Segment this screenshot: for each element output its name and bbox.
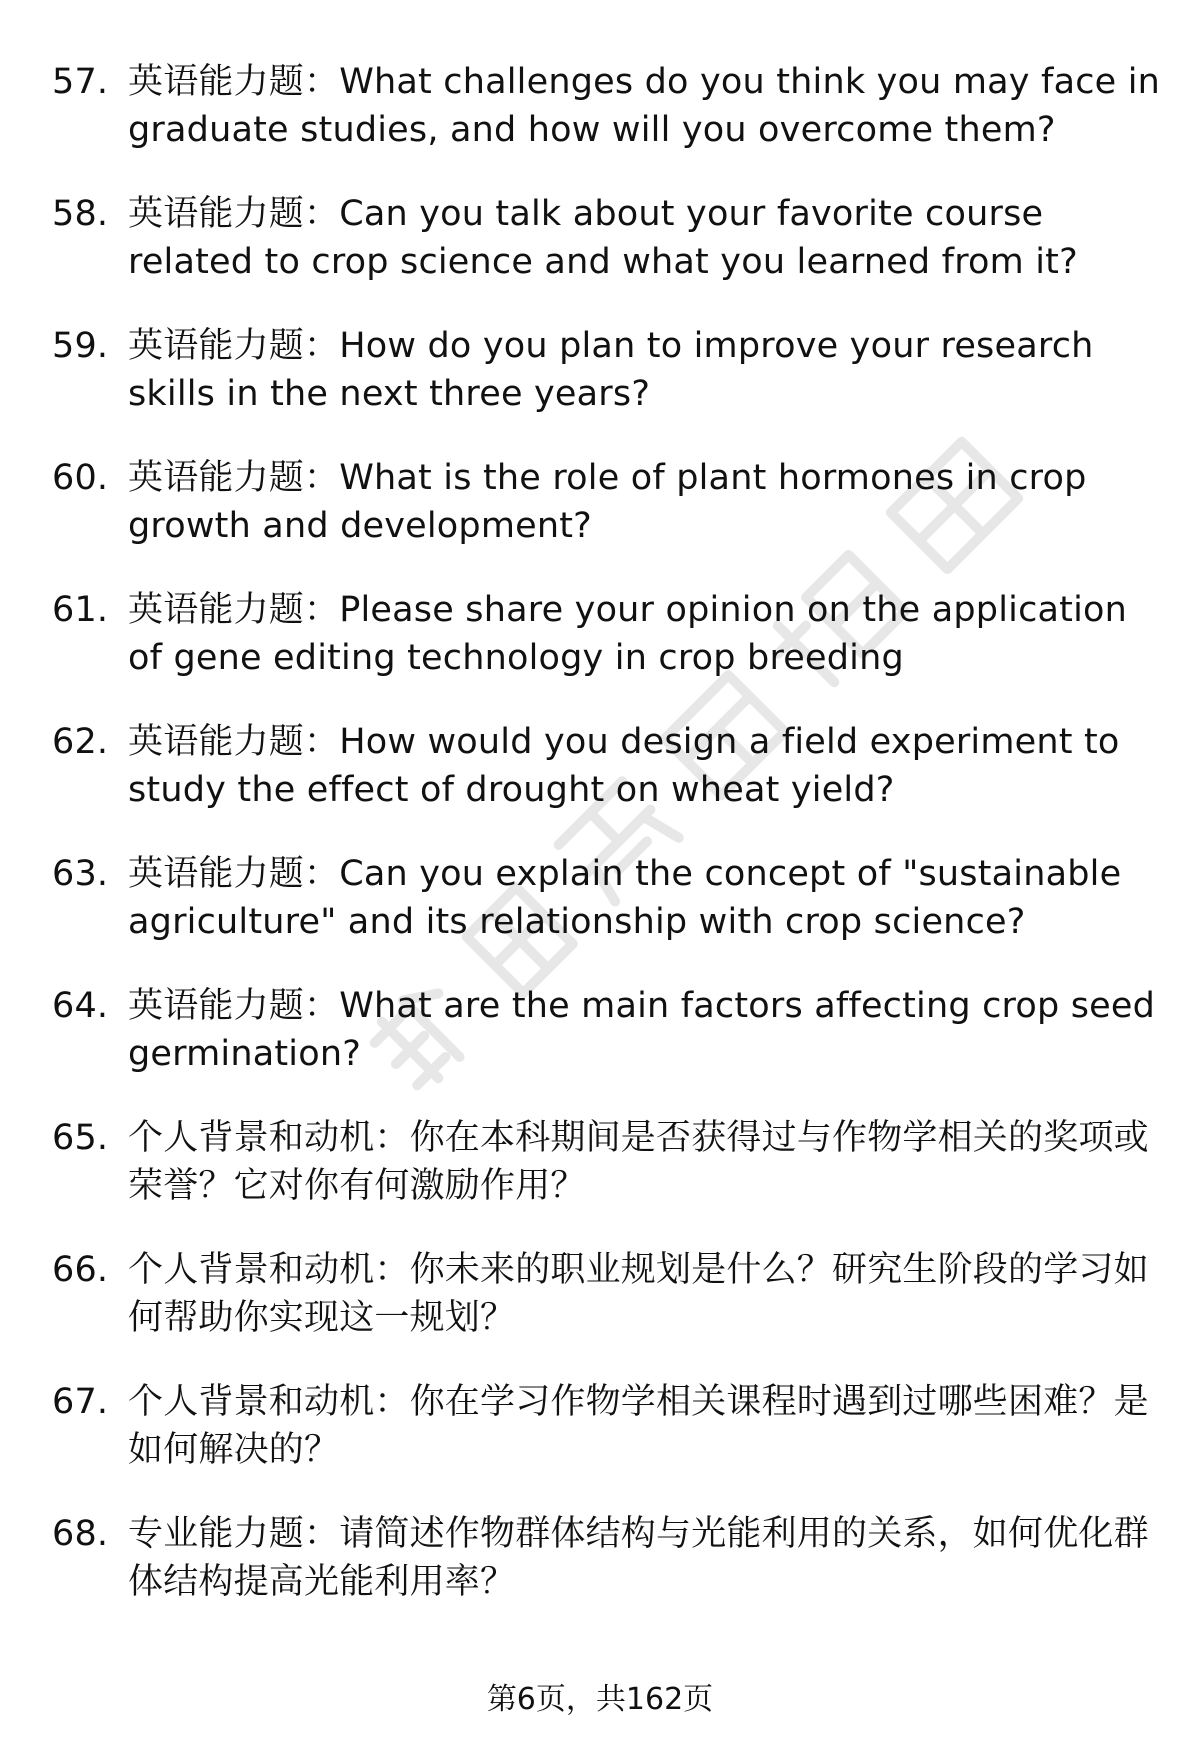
question-item [52, 1378, 1162, 1474]
question-text: 英语能力题：What challenges do you think you may face in graduate studies, and how will you overcome them? [128, 62, 1161, 150]
question-number: 64. [52, 986, 109, 1026]
question-number: 57. [52, 62, 109, 102]
question-text: 英语能力题：How do you plan to improve your research skills in the next three years? [128, 326, 1094, 414]
question-list [52, 58, 1162, 1642]
question-number: 59. [52, 326, 109, 366]
question-item [52, 1246, 1162, 1342]
question-item [52, 718, 1162, 814]
question-number: 61. [52, 590, 109, 630]
question-number: 68. [52, 1514, 109, 1554]
page-number-label: 第6页，共162页 [486, 1682, 714, 1717]
question-text: 英语能力题：How would you design a field experiment to study the effect of drought on wheat yield? [128, 722, 1120, 810]
question-item [52, 1510, 1162, 1606]
question-text: 英语能力题：What is the role of plant hormones in crop growth and development? [128, 458, 1087, 546]
question-item [52, 454, 1162, 550]
question-item [52, 586, 1162, 682]
question-text: 个人背景和动机：你在学习作物学相关课程时遇到过哪些困难？是如何解决的？ [128, 1382, 1149, 1470]
question-number: 63. [52, 854, 109, 894]
question-number: 62. [52, 722, 109, 762]
question-text: 专业能力题：请简述作物群体结构与光能利用的关系，如何优化群体结构提高光能利用率？ [128, 1514, 1149, 1602]
question-text: 英语能力题：Please share your opinion on the application of gene editing technology in crop breeding [128, 590, 1128, 678]
question-number: 66. [52, 1250, 109, 1290]
question-text: 英语能力题：What are the main factors affecting crop seed germination? [128, 986, 1156, 1074]
question-item [52, 982, 1162, 1078]
question-number: 58. [52, 194, 109, 234]
question-number: 67. [52, 1382, 109, 1422]
question-item [52, 850, 1162, 946]
question-text: 个人背景和动机：你在本科期间是否获得过与作物学相关的奖项或荣誉？它对你有何激励作用？ [128, 1118, 1149, 1206]
question-text: 英语能力题：Can you talk about your favorite course related to crop science and what you learned from it? [128, 194, 1078, 282]
question-item [52, 322, 1162, 418]
question-item [52, 1114, 1162, 1210]
question-item [52, 190, 1162, 286]
question-text: 英语能力题：Can you explain the concept of "sustainable agriculture" and its relationship with crop science? [128, 854, 1122, 942]
question-text: 个人背景和动机：你未来的职业规划是什么？研究生阶段的学习如何帮助你实现这一规划？ [128, 1250, 1149, 1338]
question-number: 60. [52, 458, 109, 498]
question-item [52, 58, 1162, 154]
question-number: 65. [52, 1118, 109, 1158]
page-footer [0, 1680, 1200, 1720]
